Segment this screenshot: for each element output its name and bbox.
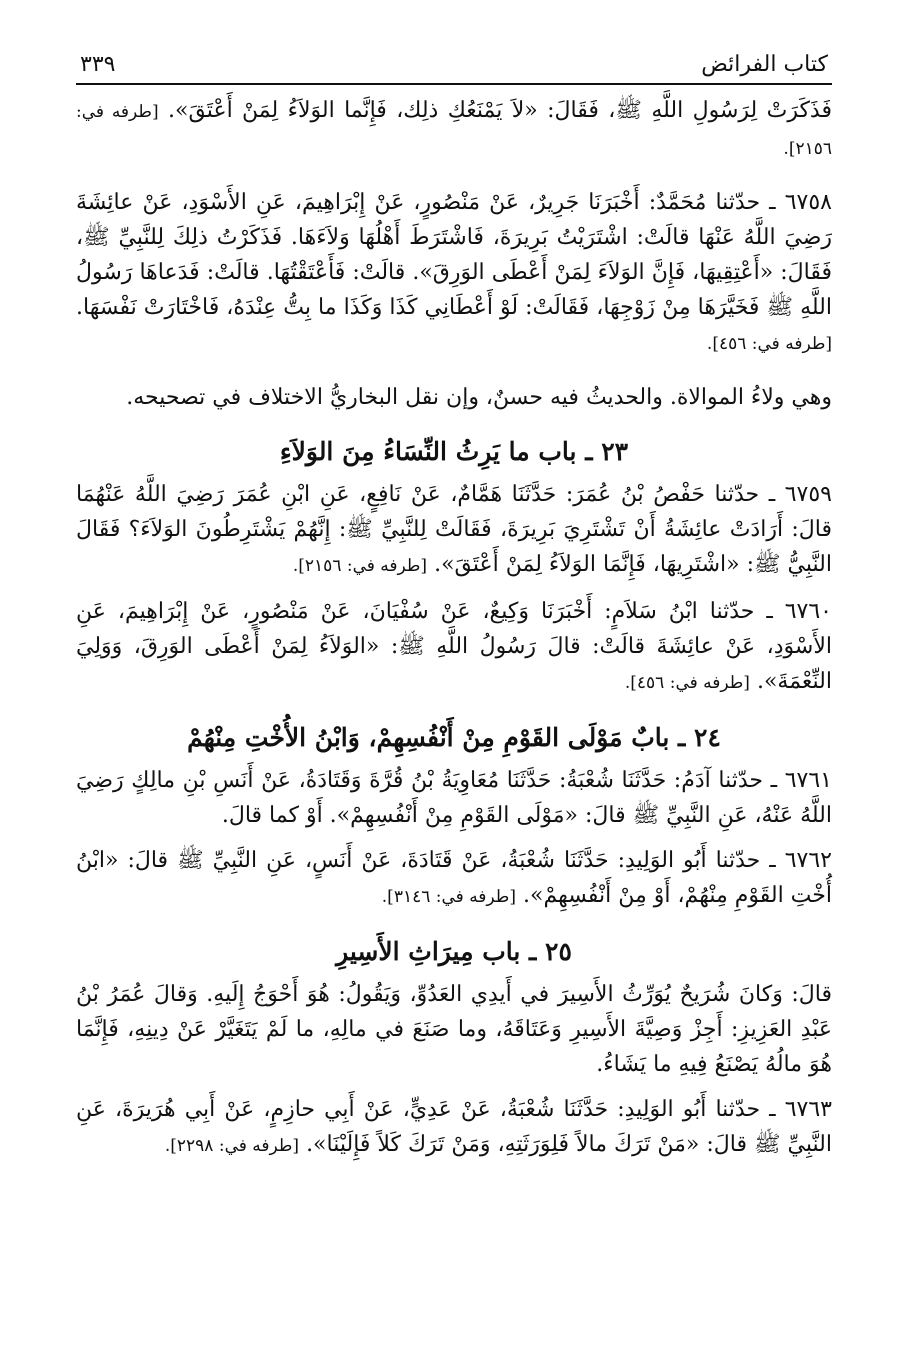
cross-reference: [طرفه في: ٢٢٩٨]. xyxy=(164,1136,300,1156)
cross-reference: [طرفه في: ٤٥٦]. xyxy=(706,334,832,354)
hadith-6758 xyxy=(76,185,832,362)
page-body xyxy=(76,85,832,1164)
hadith-6759 xyxy=(76,477,832,584)
cross-reference: [طرفه في: ٤٥٦]. xyxy=(624,673,750,693)
hadith-6762 xyxy=(76,843,832,915)
cross-reference: [طرفه في: ٢١٥٦]. xyxy=(292,556,428,576)
hadith-text: ٦٧٦١ ـ حدّثنا آدَمُ: حَدَّثَنَا شُعْبَةُ: حَدَّثَنَا مُعَاوِيَةُ بْنُ قُرَّةَ وَقَتَادَةُ، عَنْ أَنَسِ بْنِ مالِكٍ رَضِيَ اللَّهُ عَنْهُ، عَنِ النَّبِيِّ ﷺ قالَ: «مَوْلَى القَوْمِ مِنْ أَنْفُسِهِمْ». أَوْ كما قالَ. xyxy=(76,768,832,828)
page-number: ٣٣٩ xyxy=(80,52,116,77)
running-title: كتاب الفرائض xyxy=(701,52,828,77)
athar-shurayh xyxy=(76,977,832,1082)
paragraph-text: فَذَكَرَتْ لِرَسُولِ اللَّهِ ﷺ، فَقَالَ: «لاَ يَمْنَعُكِ ذلِك، فَإِنَّما الوَلاَءُ لِمَنْ أَعْتَقَ». xyxy=(168,98,832,123)
hadith-text: ٦٧٦٠ ـ حدّثنا ابْنُ سَلاَمٍ: أَخْبَرَنَا وَكِيعٌ، عَنْ سُفْيَانَ، عَنْ مَنْصُورٍ، عَنْ إِبْرَاهِيمَ، عَنِ الأَسْوَدِ، عَنْ عائِشَةَ قالَتْ: قالَ رَسُولُ اللَّهِ ﷺ: «الوَلاَءُ لِمَنْ أَعْطَى الوَرِقَ، وَوَلِيَ النِّعْمَةَ». xyxy=(76,599,832,694)
paragraph-continuation xyxy=(76,93,832,167)
cross-reference: [طرفه في: ٣١٤٦]. xyxy=(381,887,516,907)
hadith-text: ٦٧٦٣ ـ حدّثنا أَبُو الوَلِيدِ: حَدَّثَنَا شُعْبَةُ، عَنْ عَدِيٍّ، عَنْ أَبِي حازِمٍ، عَنْ أَبِي هُرَيرَةَ، عَنِ النَّبِيِّ ﷺ قالَ: «مَنْ تَرَكَ مالاً فَلِوَرَثَتِهِ، وَمَنْ تَرَكَ كَلاً فَإِلَيْنَا». xyxy=(76,1097,832,1157)
athar-text: قالَ: وَكانَ شُرَيحٌ يُوَرِّثُ الأَسِيرَ في أَيدِي العَدُوِّ، وَيَقُولُ: هُوَ أَحْوَجُ إِلَيهِ. وَقالَ عُمَرُ بْنُ عَبْدِ العَزِيزِ: أَجِزْ وَصِيَّةَ الأَسِيرِ وَعَتَاقَهُ، وما صَنَعَ في مالِهِ، ما لَمْ يَتَغَيَّرْ عَنْ دِينِهِ، فَإِنَّمَا هُوَ مالُهُ يَصْنَعُ فِيهِ ما يَشَاءُ. xyxy=(76,982,832,1077)
chapter-heading-25: ٢٥ ـ باب مِيرَاثِ الأَسِيرِ xyxy=(336,937,572,966)
commentary-text: وهي ولاءُ الموالاة. والحديثُ فيه حسنٌ، وإن نقل البخاريُّ الاختلاف في تصحيحه. xyxy=(126,385,832,410)
hadith-6763 xyxy=(76,1092,832,1164)
cross-reference: [طرفه في: ٢١٥٦]. xyxy=(76,102,832,159)
page-header xyxy=(76,52,832,85)
hadith-text: ٦٧٦٢ ـ حدّثنا أَبُو الوَلِيدِ: حَدَّثَنَا شُعْبَةُ، عَنْ قَتَادَةَ، عَنْ أَنَسٍ، عَنِ النَّبِيِّ ﷺ قالَ: «ابْنُ أُخْتِ القَوْمِ مِنْهُمْ، أَوْ مِنْ أَنْفُسِهِمْ». xyxy=(76,848,832,908)
hadith-text: ٦٧٥٩ ـ حدّثنا حَفْصُ بْنُ عُمَرَ: حَدَّثَنَا هَمَّامٌ، عَنْ نَافِعٍ، عَنِ ابْنِ عُمَرَ رَضِيَ اللَّهُ عَنْهُمَا قالَ: أَرَادَتْ عائِشَةُ أَنْ تَشْتَرِيَ بَرِيرَةَ، فَقَالَتْ لِلنَّبِيِّ ﷺ: إِنَّهُمْ يَشْتَرِطُونَ الوَلاَءَ؟ فَقَالَ النَّبِيُّ ﷺ: «اشْتَرِيهَا، فَإِنَّمَا الوَلاَءُ لِمَنْ أَعْتَقَ». xyxy=(76,482,832,577)
hadith-text: ٦٧٥٨ ـ حدّثنا مُحَمَّدٌ: أَخْبَرَنَا جَرِيرٌ، عَنْ مَنْصُورٍ، عَنْ إِبْرَاهِيمَ، عَنِ الأَسْوَدِ، عَنْ عائِشَةَ رَضِيَ اللَّهُ عَنْهَا قالَتْ: اشْتَرَيْتُ بَرِيرَةَ، فَاشْتَرَطَ أَهْلُهَا وَلاَءَهَا. فَذَكَرْتُ ذلِكَ لِلنَّبِيِّ ﷺ، فَقَالَ: «أَعْتِقِيهَا، فَإِنَّ الوَلاَءَ لِمَنْ أَعْطَى الوَرِقَ». قالَتْ: فَأَعْتَقْتُهَا. قالَتْ: فَدَعاهَا رَسُولُ اللَّهِ ﷺ فَخَيَّرَهَا مِنْ زَوْجِهَا، فَقَالَتْ: لَوْ أَعْطَانِي كَذَا وَكَذَا ما بِتُّ عِنْدَهُ، فَاخْتَارَتْ نَفْسَهَا. xyxy=(76,190,832,320)
hadith-6760 xyxy=(76,594,832,701)
hadith-6761 xyxy=(76,763,832,833)
chapter-heading-23: ٢٣ ـ باب ما يَرِثُ النِّسَاءُ مِنَ الوَلاَءِ xyxy=(279,437,629,466)
commentary-note xyxy=(76,380,832,415)
chapter-heading-24: ٢٤ ـ بابٌ مَوْلَى القَوْمِ مِنْ أَنْفُسِهِمْ، وَابْنُ الأُخْتِ مِنْهُمْ xyxy=(187,723,721,752)
